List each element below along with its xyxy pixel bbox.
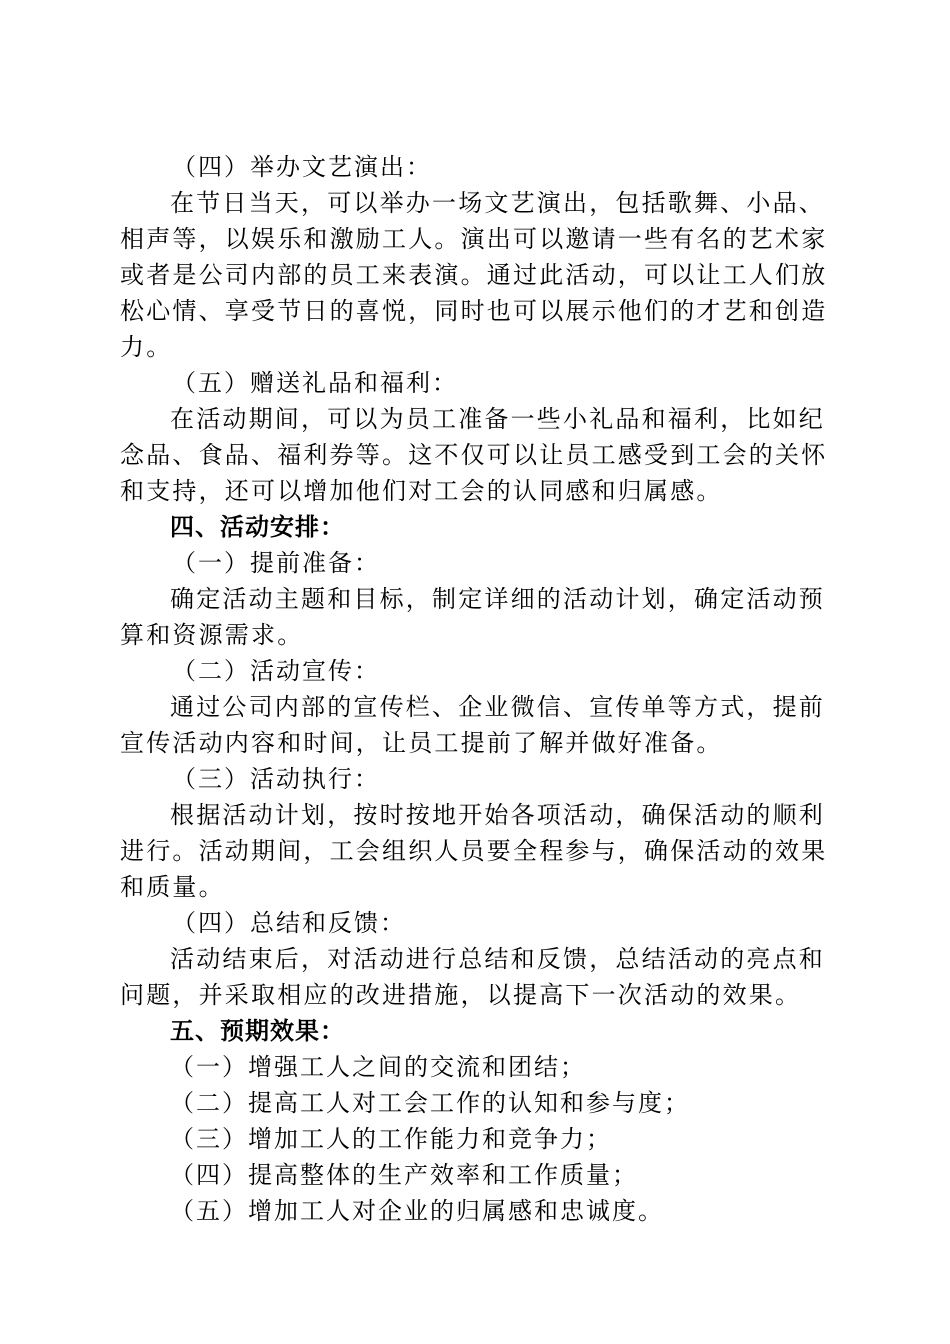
paragraph-line: 念品、食品、福利券等。这不仅可以让员工感受到工会的关怀 <box>120 441 828 469</box>
list-item: （三）增加工人的工作能力和竞争力； <box>170 1125 612 1153</box>
paragraph-line: 和支持，还可以增加他们对工会的认同感和归属感。 <box>120 477 723 505</box>
subsection-title: （五）赠送礼品和福利： <box>172 369 458 397</box>
subsection-title: （二）活动宣传： <box>172 657 380 685</box>
paragraph-line: 松心情、享受节日的喜悦，同时也可以展示他们的才艺和创造 <box>120 297 828 325</box>
paragraph-line: 在节日当天，可以举办一场文艺演出，包括歌舞、小品、 <box>170 189 825 217</box>
paragraph-line: 问题，并采取相应的改进措施，以提高下一次活动的效果。 <box>120 981 802 1009</box>
paragraph-line: 或者是公司内部的员工来表演。通过此活动，可以让工人们放 <box>120 261 828 289</box>
subsection-title: （一）提前准备： <box>172 549 380 577</box>
paragraph-line: 宣传活动内容和时间，让员工提前了解并做好准备。 <box>120 729 723 757</box>
list-item: （四）提高整体的生产效率和工作质量； <box>170 1161 638 1189</box>
section-heading: 五、预期效果： <box>170 1017 345 1045</box>
paragraph-line: 相声等，以娱乐和激励工人。演出可以邀请一些有名的艺术家 <box>120 225 828 253</box>
paragraph-line: 活动结束后，对活动进行总结和反馈，总结活动的亮点和 <box>170 945 825 973</box>
paragraph-line: 在活动期间，可以为员工准备一些小礼品和福利，比如纪 <box>170 405 825 433</box>
list-item: （五）增加工人对企业的归属感和忠诚度。 <box>170 1197 664 1225</box>
subsection-title: （三）活动执行： <box>172 765 380 793</box>
paragraph-line: 确定活动主题和目标，制定详细的活动计划，确定活动预 <box>170 585 825 613</box>
paragraph-line: 通过公司内部的宣传栏、企业微信、宣传单等方式，提前 <box>170 693 825 721</box>
paragraph-line: 根据活动计划，按时按地开始各项活动，确保活动的顺利 <box>170 801 825 829</box>
paragraph-line: 算和资源需求。 <box>120 621 304 649</box>
paragraph-line: 力。 <box>120 333 173 361</box>
section-heading: 四、活动安排： <box>170 513 345 541</box>
paragraph-line: 和质量。 <box>120 873 225 901</box>
subsection-title: （四）举办文艺演出： <box>172 153 432 181</box>
list-item: （二）提高工人对工会工作的认知和参与度； <box>170 1089 690 1117</box>
list-item: （一）增强工人之间的交流和团结； <box>170 1053 586 1081</box>
paragraph-line: 进行。活动期间，工会组织人员要全程参与，确保活动的效果 <box>120 837 828 865</box>
subsection-title: （四）总结和反馈： <box>172 909 406 937</box>
